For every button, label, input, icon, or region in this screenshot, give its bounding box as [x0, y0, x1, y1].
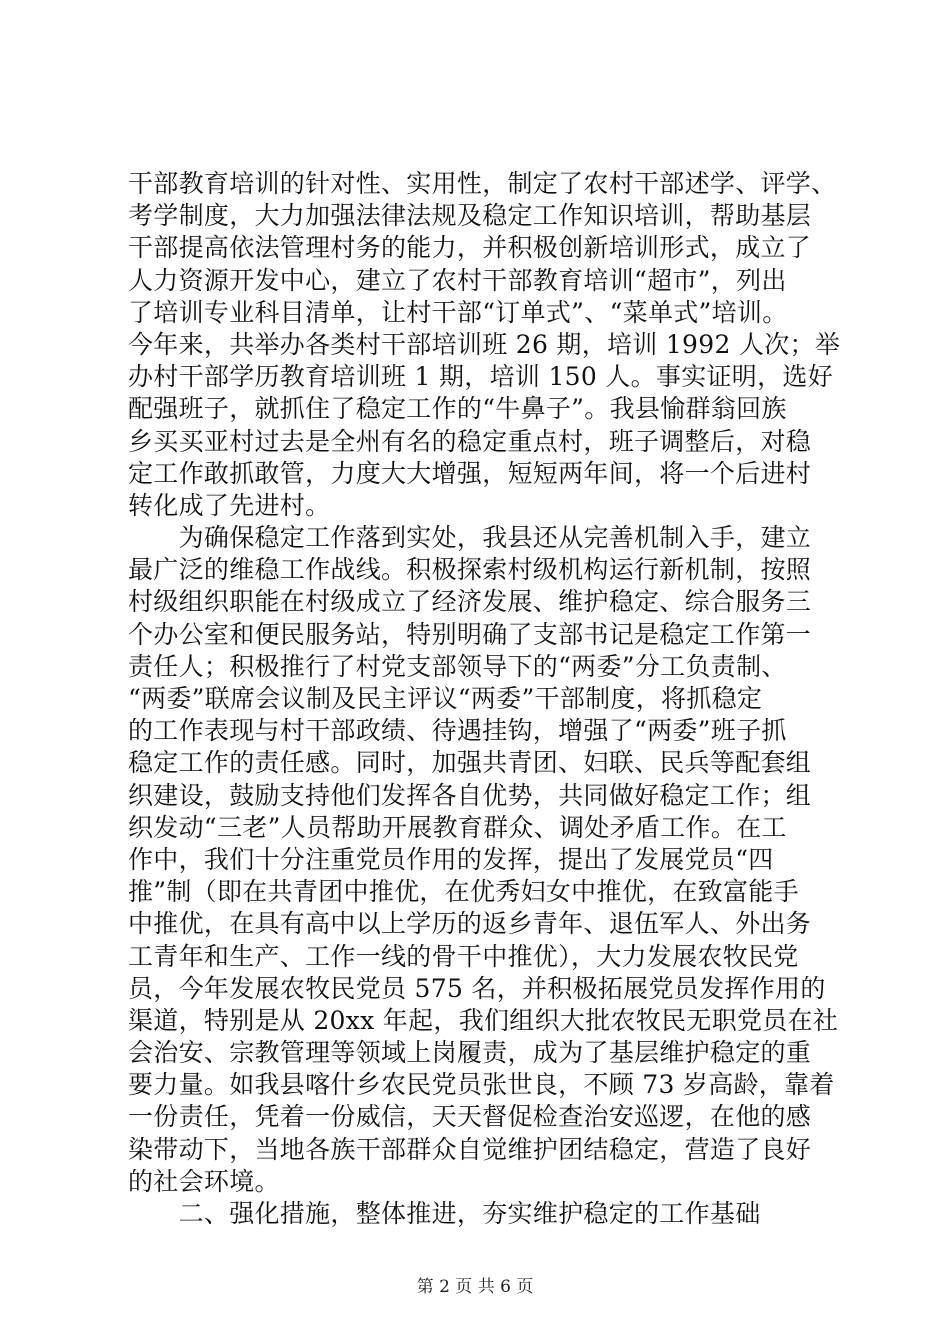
- text-line: 考学制度，大力加强法律法规及稳定工作知识培训，帮助基层: [128, 201, 812, 231]
- body-text: [128, 168, 858, 1230]
- text-line: 干部提高依法管理村务的能力，并积极创新培训形式，成立了: [128, 233, 812, 263]
- text-line: 人力资源开发中心，建立了农村干部教育培训“超市”，列出: [128, 265, 787, 295]
- text-line: 会治安、宗教管理等领域上岗履责，成为了基层维护稳定的重: [128, 1038, 812, 1068]
- text-line: 染带动下，当地各族干部群众自觉维护团结稳定，营造了良好: [128, 1134, 812, 1164]
- text-line: 中推优，在具有高中以上学历的返乡青年、退伍军人、外出务: [128, 909, 812, 939]
- text-line: 渠道，特别是从 20xx 年起，我们组织大批农牧民无职党员在社: [128, 1005, 839, 1035]
- text-line: 村级组织职能在村级成立了经济发展、维护稳定、综合服务三: [128, 587, 812, 617]
- page-number: 第 2 页 共 6 页: [416, 1277, 534, 1297]
- text-line: 作中，我们十分注重党员作用的发挥，提出了发展党员“四: [128, 844, 774, 874]
- text-line: 工青年和生产、工作一线的骨干中推优），大力发展农牧民党: [128, 941, 799, 971]
- section-heading: 二、强化措施，整体推进，夯实维护稳定的工作基础: [128, 1199, 761, 1228]
- text-line: 推”制（即在共青团中推优，在优秀妇女中推优，在致富能手: [128, 877, 799, 907]
- text-line: 转化成了先进村。: [128, 490, 331, 520]
- text-line: 织发动“三老”人员帮助开展教育群众、调处矛盾工作。在工: [128, 812, 787, 842]
- text-line: “两委”联席会议制及民主评议“两委”干部制度，将抓稳定: [128, 684, 763, 713]
- text-line: 织建设，鼓励支持他们发挥各自优势，共同做好稳定工作；组: [128, 780, 812, 810]
- text-line: 的社会环境。: [128, 1166, 280, 1196]
- text-line: 配强班子，就抓住了稳定工作的“牛鼻子”。我县愉群翁回族: [128, 394, 787, 424]
- text-line: 了培训专业科目清单，让村干部“订单式”、“菜单式”培训。: [128, 297, 788, 327]
- text-line: 责任人；积极推行了村党支部领导下的“两委”分工负责制、: [128, 651, 787, 681]
- text-line: 稳定工作的责任感。同时，加强共青团、妇联、民兵等配套组: [128, 748, 812, 778]
- text-line: 定工作敢抓敢管，力度大大增强，短短两年间，将一个后进村: [128, 458, 812, 488]
- text-line: 乡买买亚村过去是全州有名的稳定重点村，班子调整后，对稳: [128, 426, 812, 456]
- text-line: 今年来，共举办各类村干部培训班 26 期，培训 1992 人次；举: [128, 329, 841, 359]
- text-line: 一份责任，凭着一份威信，天天督促检查治安巡逻，在他的感: [128, 1102, 812, 1132]
- text-line: 个办公室和便民服务站，特别明确了支部书记是稳定工作第一: [128, 619, 812, 649]
- text-line: 员，今年发展农牧民党员 575 名，并积极拓展党员发挥作用的: [128, 973, 826, 1003]
- text-line: 干部教育培训的针对性、实用性，制定了农村干部述学、评学、: [128, 169, 837, 198]
- text-line: 要力量。如我县喀什乡农民党员张世良，不顾 73 岁高龄，靠着: [128, 1070, 835, 1100]
- text-line: 办村干部学历教育培训班 1 期，培训 150 人。事实证明，选好: [128, 362, 834, 392]
- text-line: 的工作表现与村干部政绩、待遇挂钩，增强了“两委”班子抓: [128, 716, 787, 746]
- text-line: 为确保稳定工作落到实处，我县还从完善机制入手，建立: [128, 523, 812, 553]
- text-line: 最广泛的维稳工作战线。积极探索村级机构运行新机制，按照: [128, 555, 812, 585]
